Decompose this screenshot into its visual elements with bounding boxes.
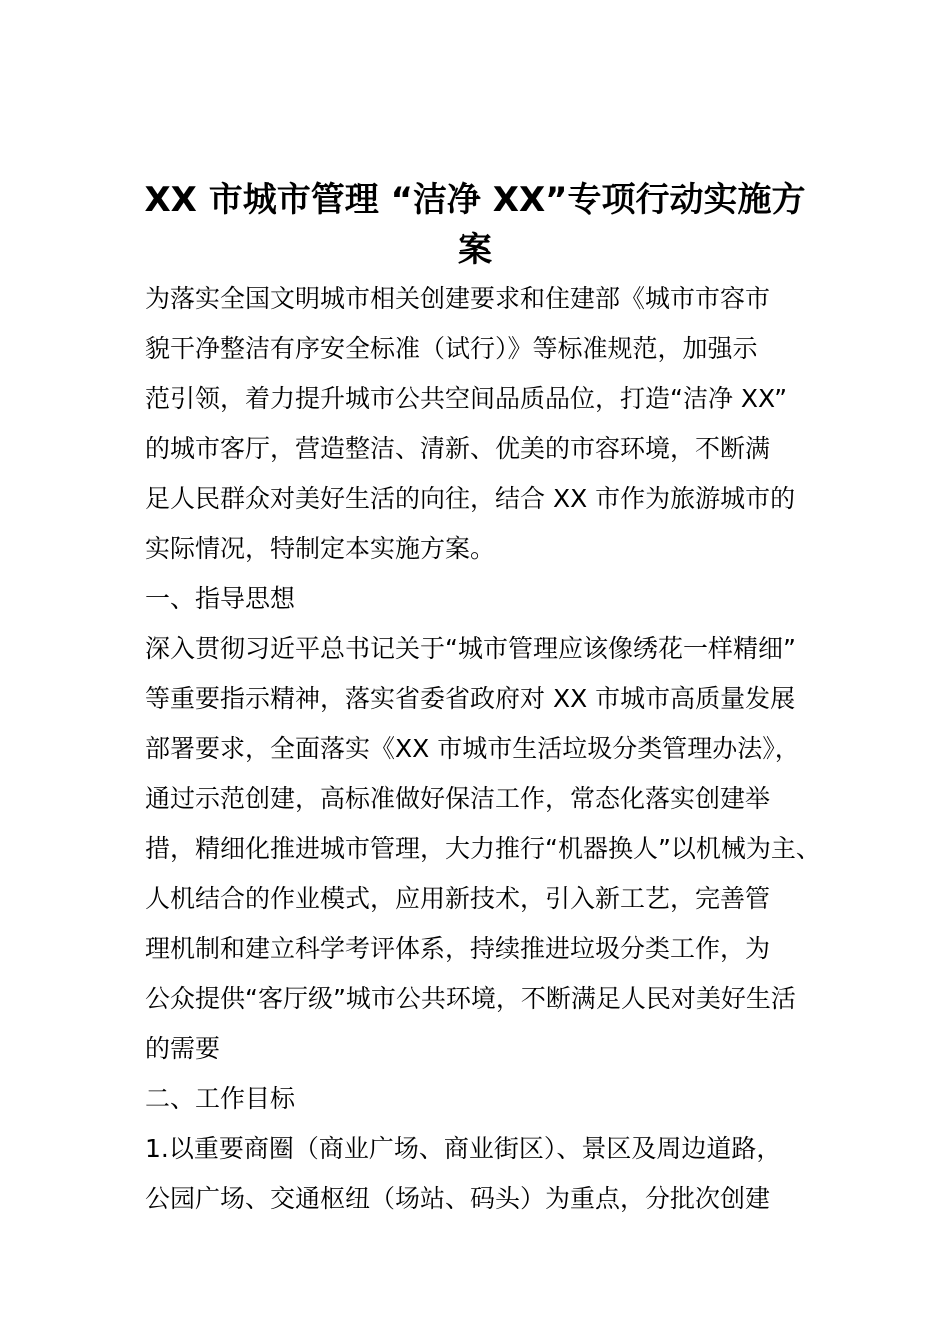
document-title-line-2: 案	[458, 230, 492, 270]
intro-paragraph-line: 貌干净整洁有序安全标准（试行）》等标准规范，加强示	[145, 334, 758, 363]
goals-paragraph-line: 1.以重要商圈（商业广场、商业街区）、景区及周边道路，	[145, 1134, 782, 1163]
guiding-paragraph-line: 人机结合的作业模式，应用新技术，引入新工艺，完善管	[145, 884, 771, 913]
intro-paragraph-line: 范引领，着力提升城市公共空间品质品位，打造“洁净 XX”	[145, 384, 788, 413]
section-heading-work-goals: 二、工作目标	[145, 1084, 296, 1113]
guiding-paragraph-line: 等重要指示精神，落实省委省政府对 XX 市城市高质量发展	[145, 684, 796, 713]
guiding-paragraph-line: 理机制和建立科学考评体系，持续推进垃圾分类工作，为	[145, 934, 771, 963]
intro-paragraph-line: 实际情况，特制定本实施方案。	[145, 534, 496, 563]
guiding-paragraph-line: 部署要求，全面落实《XX 市城市生活垃圾分类管理办法》，	[145, 734, 800, 763]
intro-paragraph-line: 为落实全国文明城市相关创建要求和住建部《城市市容市	[145, 284, 771, 313]
intro-paragraph-line: 的城市客厅，营造整洁、清新、优美的市容环境，不断满	[145, 434, 771, 463]
goals-paragraph-line: 公园广场、交通枢纽（场站、码头）为重点，分批次创建	[145, 1184, 771, 1213]
guiding-paragraph-line: 通过示范创建，高标准做好保洁工作，常态化落实创建举	[145, 784, 771, 813]
guiding-paragraph-line: 深入贯彻习近平总书记关于“城市管理应该像绣花一样精细”	[145, 634, 796, 663]
section-heading-guiding-ideology: 一、指导思想	[145, 584, 296, 613]
document-title-line-1: XX 市城市管理 “洁净 XX”专项行动实施方	[144, 180, 806, 220]
guiding-paragraph-line: 公众提供“客厅级”城市公共环境，不断满足人民对美好生活	[145, 984, 796, 1013]
guiding-paragraph-line: 的需要	[145, 1034, 221, 1063]
guiding-paragraph-line: 措，精细化推进城市管理，大力推行“机器换人”以机械为主、	[145, 834, 821, 863]
intro-paragraph-line: 足人民群众对美好生活的向往，结合 XX 市作为旅游城市的	[145, 484, 796, 513]
